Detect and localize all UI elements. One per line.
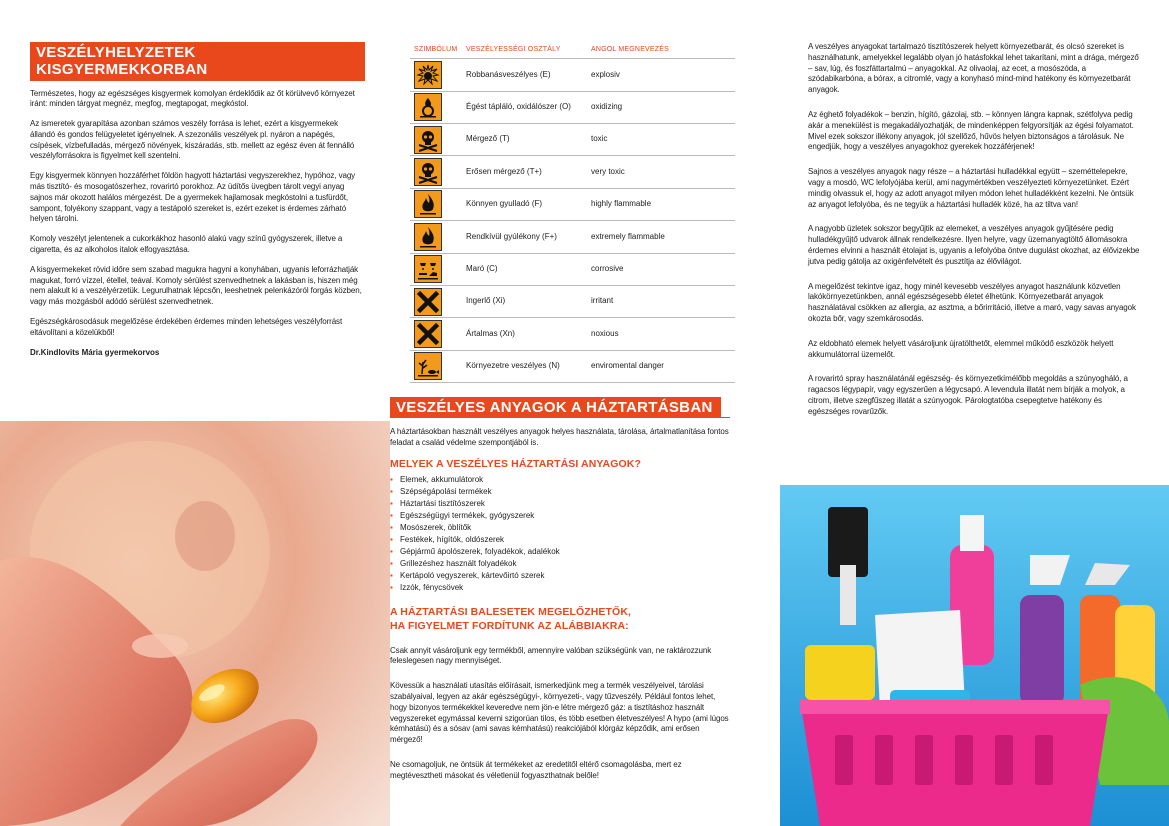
flame-over-circle-icon — [414, 93, 442, 121]
middle-title-bar — [390, 397, 730, 418]
hazard-english: very toxic — [587, 156, 735, 188]
left-title: VESZÉLYHELYZETEK KISGYERMEKKORBAN — [30, 42, 365, 81]
right-paragraph-6: Az eldobható elemek helyett vásároljunk újratölthetőt, elemmel működő eszközök helyett akkumulátorral üzemelőt. — [808, 338, 1114, 359]
table-row — [410, 188, 735, 220]
cross-icon — [414, 320, 442, 348]
flame-icon — [414, 190, 442, 218]
middle-paragraph-1: Csak annyit vásároljunk egy termékből, amennyire valóban szükségünk van, ne raktározzunk feleslegesen nagy mennyiséget. — [390, 645, 712, 666]
table-row — [410, 350, 735, 382]
hazard-class: Rendkívül gyúlékony (F+) — [462, 221, 587, 253]
cleaning-supplies-photo — [780, 485, 1169, 826]
hazard-class: Ártalmas (Xn) — [462, 318, 587, 350]
list-item: ▪ Grillezéshez használt folyadékok — [390, 558, 730, 570]
hazard-english: irritant — [587, 285, 735, 317]
left-paragraph-6: Egészségkárosodásuk megelőzése érdekében érdemes minden lehetséges veszélyforrást eltávolítani a közelükből! — [30, 317, 343, 337]
table-header-row — [410, 42, 735, 59]
right-column — [808, 42, 1143, 427]
header-english: ANGOL MEGNEVEZÉS — [591, 46, 670, 53]
prevention-title-line-1: A HÁZTARTÁSI BALESETEK MEGELŐZHETŐK, — [390, 605, 632, 618]
middle-paragraph-2: Kövessük a használati utasítás előírásait, ismerkedjünk meg a termék veszélyeivel, tárolási szabályaival, legyen az akár egészségügyi-, környezeti-, vagy tűzveszély. Például fontos lehet, hogy bizonyos termékekkel keveredve nem jön-e létre mérgező gáz: a tisztításhoz használt vegyszereket egymással keverni szigorúan tilos, és több esetben életveszélyes! A hypo (ami lúgos kémhatású) és a sósav (ami savas kémhatású) reakciójából klórgáz képződik, ami erősen mérgező! — [390, 681, 729, 745]
hazard-english: oxidizing — [587, 91, 735, 123]
left-text — [30, 89, 365, 359]
hazard-english: extremely flammable — [587, 221, 735, 253]
header-symbol: SZIMBÓLUM — [414, 46, 458, 53]
signature: Dr.Kindlovits Mária gyermekorvos — [30, 347, 160, 357]
list-item: ▪ Izzók, fénycsövek — [390, 582, 730, 594]
right-paragraph-4: A nagyobb üzletek sokszor begyűjtik az elemeket, a veszélyes anyagok gyűjtésére pedig hulladékgyűjtő udvarok állnak rendelkezésre. Ilyen helyre, vagy üzemanyagtöltő állomásokra érdemes elvinni a használt étolajat is, ugyanis a lefolyóba öntve dugulást okozhat, az élővizekbe jutva pedig gátolja az oxigénfelvételt és pusztítja az élővilágot. — [808, 224, 1140, 266]
capsule-photo — [0, 421, 390, 826]
table-row — [410, 156, 735, 188]
left-title-bar — [30, 42, 365, 81]
middle-column — [390, 42, 730, 791]
list-item: ▪ Kertápoló vegyszerek, kártevőirtó szerek — [390, 570, 730, 582]
right-paragraph-1: A veszélyes anyagokat tartalmazó tisztítószerek helyett környezetbarát, és olcsó szereket is használhatunk, amelyekkel legalább olyan jó hatásfokkal lehet takarítani, mint a drága, mérgező – sav, lúg, és foszfáttartalmú – anyagokkal. Az olivaolaj, az ecet, a mosószóda, a szódabikarbóna, a bórax, a citromlé, vagy a konyhasó mind-mind hatékony és környezetbarát anyagok. — [808, 42, 1139, 95]
middle-paragraph-3: Ne csomagoljuk, ne öntsük át termékeket az eredetitől eltérő csomagolásba, mert ez megtévesztheti másokat és véletlenül fogyaszthatnak belőle! — [390, 759, 682, 780]
left-paragraph-4: Komoly veszélyt jelentenek a cukorkákhoz hasonló alakú vagy színű gyógyszerek, illetve a cigaretta, és az alkoholos italok elfogyasztása. — [30, 234, 343, 255]
left-paragraph-5: A kisgyermekeket rövid időre sem szabad magukra hagyni a konyhában, ugyanis leforrázhatják magukat, forró vízzel, étellel, teával. Komoly sérülést szenvedhetnek a lakásban is, hiszen még nem alakult ki a veszélyérzetük. Legurulhatnak lépcsőn, leeshetnek pelenkázóról forgás közben, vagy más mozgásból adódó sérülést szenvedhetnek. — [30, 264, 362, 307]
middle-title: VESZÉLYES ANYAGOK A HÁZTARTÁSBAN — [390, 397, 721, 418]
list-item: ▪ Elemek, akkumulátorok — [390, 474, 730, 486]
prevention-title-line-2: HA FIGYELMET FORDÍTUNK AZ ALÁBBIAKRA: — [390, 619, 629, 632]
hazard-english: explosiv — [587, 59, 735, 91]
hazard-class: Ingerlő (Xi) — [462, 285, 587, 317]
list-item: ▪ Festékek, hígítók, oldószerek — [390, 534, 730, 546]
middle-intro: A háztartásokban használt veszélyes anyagok helyes használata, tárolása, ártalmatlanítása fontos feladat a család védelme szempontjából is. — [390, 427, 729, 448]
hazard-english: noxious — [587, 318, 735, 350]
left-column — [30, 42, 365, 358]
hazard-english: toxic — [587, 124, 735, 156]
list-item: ▪ Egészségügyi termékek, gyógyszerek — [390, 510, 730, 522]
hazard-class: Környezetre veszélyes (N) — [462, 350, 587, 382]
hazard-english: enviromental danger — [587, 350, 735, 382]
right-paragraph-7: A rovarirtó spray használatánál egészség- és környezetkímélőbb megoldás a szúnyogháló, a ragacsos légypapír, vagy egyszerűen a légycsapó. A levendula illatát nem bírják a molyok, a citrom, illetve szegfűszeg illatát a szúnyogok. Párologtatóba csepegtetve hatékony és egészséges rovarűzők. — [808, 374, 1128, 416]
table-row — [410, 253, 735, 285]
hazard-english: corrosive — [587, 253, 735, 285]
hazard-class: Erősen mérgező (T+) — [462, 156, 587, 188]
hazard-english: highly flammable — [587, 188, 735, 220]
right-paragraph-5: A megelőzést tekintve igaz, hogy minél kevesebb veszélyes anyagot használunk közvetlen lakókörnyezetünkben, annál egészségesebb életet élhetünk. Környezetbarát anyagok használatával csökken az allergia, az asztma, a bőrirritáció, illetve a maró, vagy savas anyagok okozta bőr, vagy szemkárosodás. — [808, 281, 1136, 323]
hazardous-materials-list — [390, 474, 730, 594]
dead-tree-fish-icon — [414, 352, 442, 380]
list-title: MELYEK A VESZÉLYES HÁZTARTÁSI ANYAGOK? — [390, 457, 641, 470]
cross-icon — [414, 288, 442, 316]
list-item: ▪ Gépjármű ápolószerek, folyadékok, adalékok — [390, 546, 730, 558]
table-row — [410, 59, 735, 91]
skull-icon — [414, 126, 442, 154]
skull-icon — [414, 158, 442, 186]
list-item: ▪ Mosószerek, öblítők — [390, 522, 730, 534]
corrosion-icon — [414, 255, 442, 283]
right-paragraph-2: Az éghető folyadékok – benzin, hígító, gázolaj, stb. – könnyen lángra kapnak, szétfolyva pedig akár a menekülést is megakadályozhatják, de mindenképpen felgyorsítják az égési folyamatot. Mivel ezek sokszor illékony anyagok, jól szellőző, hűvös helyen biztonságos a tárolásuk. Ne engedjük, hogy a veszélyes anyagokhoz gyerekek hozzáférjenek! — [808, 109, 1134, 152]
hazard-class: Maró (C) — [462, 253, 587, 285]
flame-icon — [414, 223, 442, 251]
header-class: VESZÉLYESSÉGI OSZTÁLY — [466, 46, 561, 53]
left-paragraph-1: Természetes, hogy az egészséges kisgyermek komolyan érdeklődik az őt körülvevő környezet iránt: minden tárgyat megnéz, megfog, megtapogat, megkóstol. — [30, 88, 355, 109]
middle-text — [390, 427, 730, 781]
hazard-class: Égést tápláló, oxidálószer (O) — [462, 91, 587, 123]
list-item: ▪ Szépségápolási termékek — [390, 486, 730, 498]
hazard-class: Robbanásveszélyes (E) — [462, 59, 587, 91]
hazard-class: Mérgező (T) — [462, 124, 587, 156]
left-paragraph-2: Az ismeretek gyarapítása azonban számos veszély forrása is lehet, ezért a kisgyermekek állandó és gondos felügyeletet igényelnek. A szezonális veszélyek pl. nyáron a napégés, csípések, vízbefulladás, mérgező növények, kiszáradás, stb. mellett az egész éven át fennálló veszélyforrásokra is figyelmet kell szentelni. — [30, 119, 355, 161]
explosion-icon — [414, 61, 442, 89]
table-row — [410, 318, 735, 350]
cleaning-basket-illustration — [780, 485, 1169, 826]
hazard-symbol-table — [410, 42, 735, 383]
table-row — [410, 221, 735, 253]
table-row — [410, 91, 735, 123]
hazard-class: Könnyen gyulladó (F) — [462, 188, 587, 220]
left-paragraph-3: Egy kisgyermek könnyen hozzáférhet földön hagyott háztartási vegyszerekhez, hypóhoz, vagy más tisztító- és mosogatószerhez, rovarirtó porokhoz. Az üdítős üvegben tárolt vegyi anyag sajnos már okozott halálos mérgezést. De a gyermekek hajlamosak megkóstolni a tusfürdőt, sampont, folyékony szappant, vagy a testápoló szereket is, ezért ezeket is érdemes zárható helyen tárolni. — [30, 171, 356, 224]
table-row — [410, 124, 735, 156]
right-paragraph-3: Sajnos a veszélyes anyagok nagy része – a háztartási hulladékkal együtt – szeméttelepekre, vagy a mosdó, WC lefolyójába kerül, ami nagymértékben veszélyezteti környezetünket. Ezért mindig olvassuk el, hogy az adott anyagot milyen módon lehet hulladékként kezelni. Ne öntsük az anyagot lefolyóba, és ne tegyük a háztartási hulladék közé, ha az tiltva van! — [808, 167, 1134, 209]
list-item: ▪ Háztartási tisztítószerek — [390, 498, 730, 510]
table-row — [410, 285, 735, 317]
hand-capsule-illustration — [0, 421, 390, 826]
